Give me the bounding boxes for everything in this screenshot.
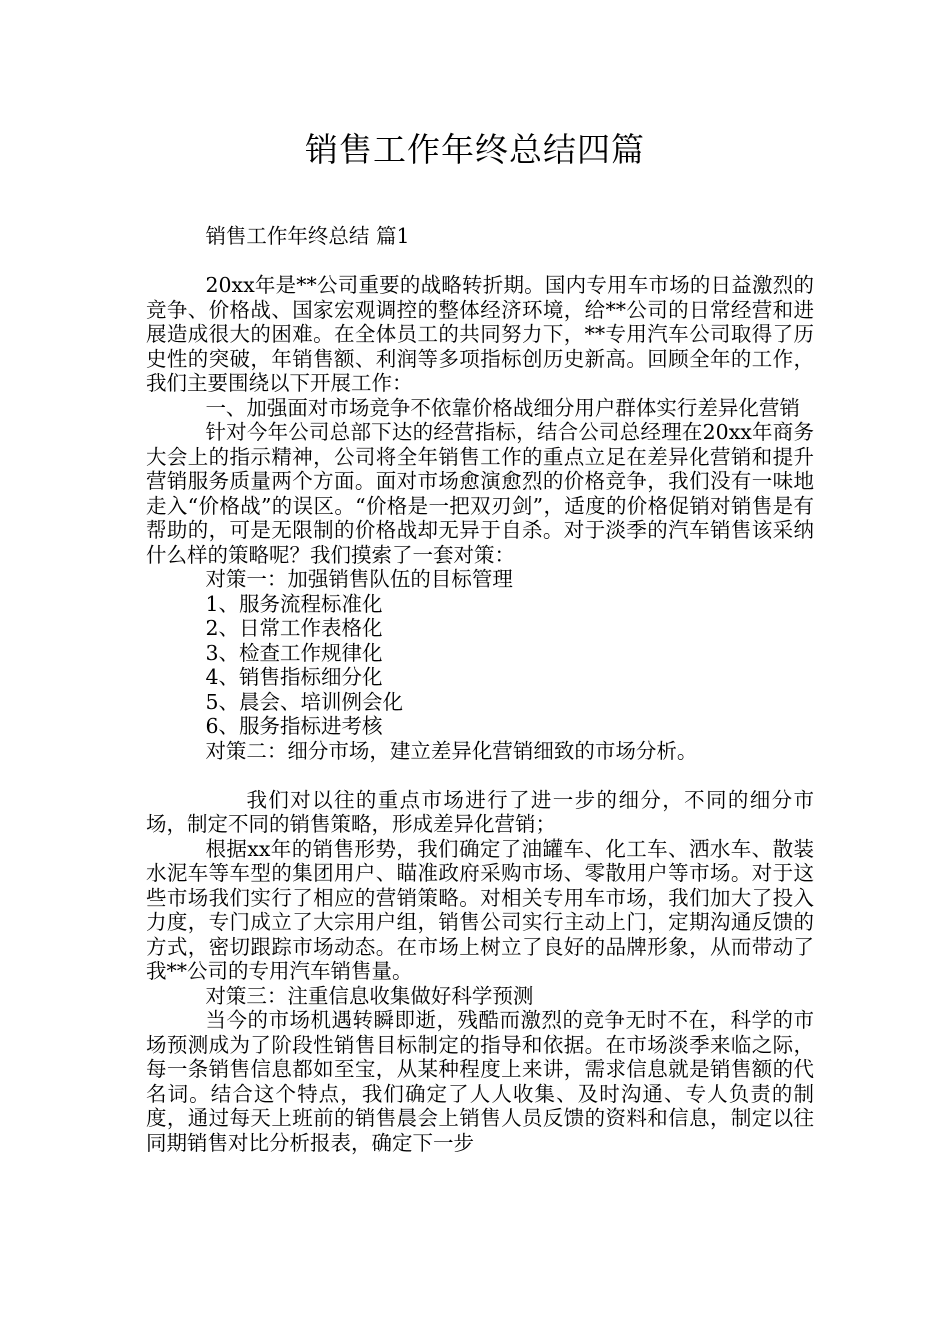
- list-item: 3、检查工作规律化: [205, 640, 383, 665]
- paragraph-context: 针对今年公司总部下达的经营指标，结合公司总经理在20xx年商务大会上的指示精神，公司将全年销售工作的重点立足在差异化营销和提升营销服务质量两个方面。面对市场愈演愈烈的价格竞争，我们没有一味地走入“价格战”的误区。“价格是一把双刃剑”，适度的价格促销对销售是有帮助的，可是无限制的价格战却无异于自杀。对于淡季的汽车销售该采纳什么样的策略呢？我们摸索了一套对策：: [146, 420, 814, 567]
- document-body: [146, 224, 814, 1155]
- paragraph-forecast: 当今的市场机遇转瞬即逝，残酷而激烈的竞争无时不在，科学的市场预测成为了阶段性销售目标制定的指导和依据。在市场淡季来临之际，每一条销售信息都如至宝，从某种程度上来讲，需求信息就是销售额的代名词。结合这个特点，我们确定了人人收集、及时沟通、专人负责的制度，通过每天上班前的销售晨会上销售人员反馈的资料和信息，制定以往同期销售对比分析报表，确定下一步: [146, 1008, 814, 1155]
- paragraph-segmentation: 我们对以往的重点市场进行了进一步的细分，不同的细分市场，制定不同的销售策略，形成差异化营销；: [146, 787, 814, 836]
- document-title: 销售工作年终总结四篇: [305, 130, 645, 169]
- list-item: 4、销售指标细分化: [205, 665, 383, 689]
- list-item: 6、服务指标进考核: [205, 714, 383, 738]
- list-item: 1、服务流程标准化: [205, 591, 383, 616]
- list-item: 5、晨会、培训例会化: [205, 689, 403, 714]
- strategy-3-heading: 对策三：注重信息收集做好科学预测: [205, 983, 534, 1008]
- paragraph-market: 根据xx年的销售形势，我们确定了油罐车、化工车、洒水车、散装水泥车等车型的集团用户、瞄准政府采购市场、零散用户等市场。对于这些市场我们实行了相应的营销策略。对相关专用车市场，我们加大了投入力度，专门成立了大宗用户组，销售公司实行主动上门，定期沟通反馈的方式，密切跟踪市场动态。在市场上树立了良好的品牌形象，从而带动了我**公司的专用汽车销售量。: [146, 836, 814, 983]
- section-label: 销售工作年终总结 篇1: [205, 224, 410, 248]
- strategy-2-heading: 对策二：细分市场，建立差异化营销细致的市场分析。: [205, 738, 698, 763]
- strategy-1-heading: 对策一：加强销售队伍的目标管理: [205, 567, 513, 591]
- paragraph-heading-1: 一、加强面对市场竞争不依靠价格战细分用户群体实行差异化营销: [205, 395, 800, 420]
- paragraph-intro: 20xx年是**公司重要的战略转折期。国内专用车市场的日益激烈的竞争、价格战、国家宏观调控的整体经济环境，给**公司的日常经营和进展造成很大的困难。在全体员工的共同努力下，**专用汽车公司取得了历史性的突破，年销售额、利润等多项指标创历史新高。回顾全年的工作，我们主要围绕以下开展工作：: [146, 273, 814, 395]
- list-item: 2、日常工作表格化: [205, 616, 383, 640]
